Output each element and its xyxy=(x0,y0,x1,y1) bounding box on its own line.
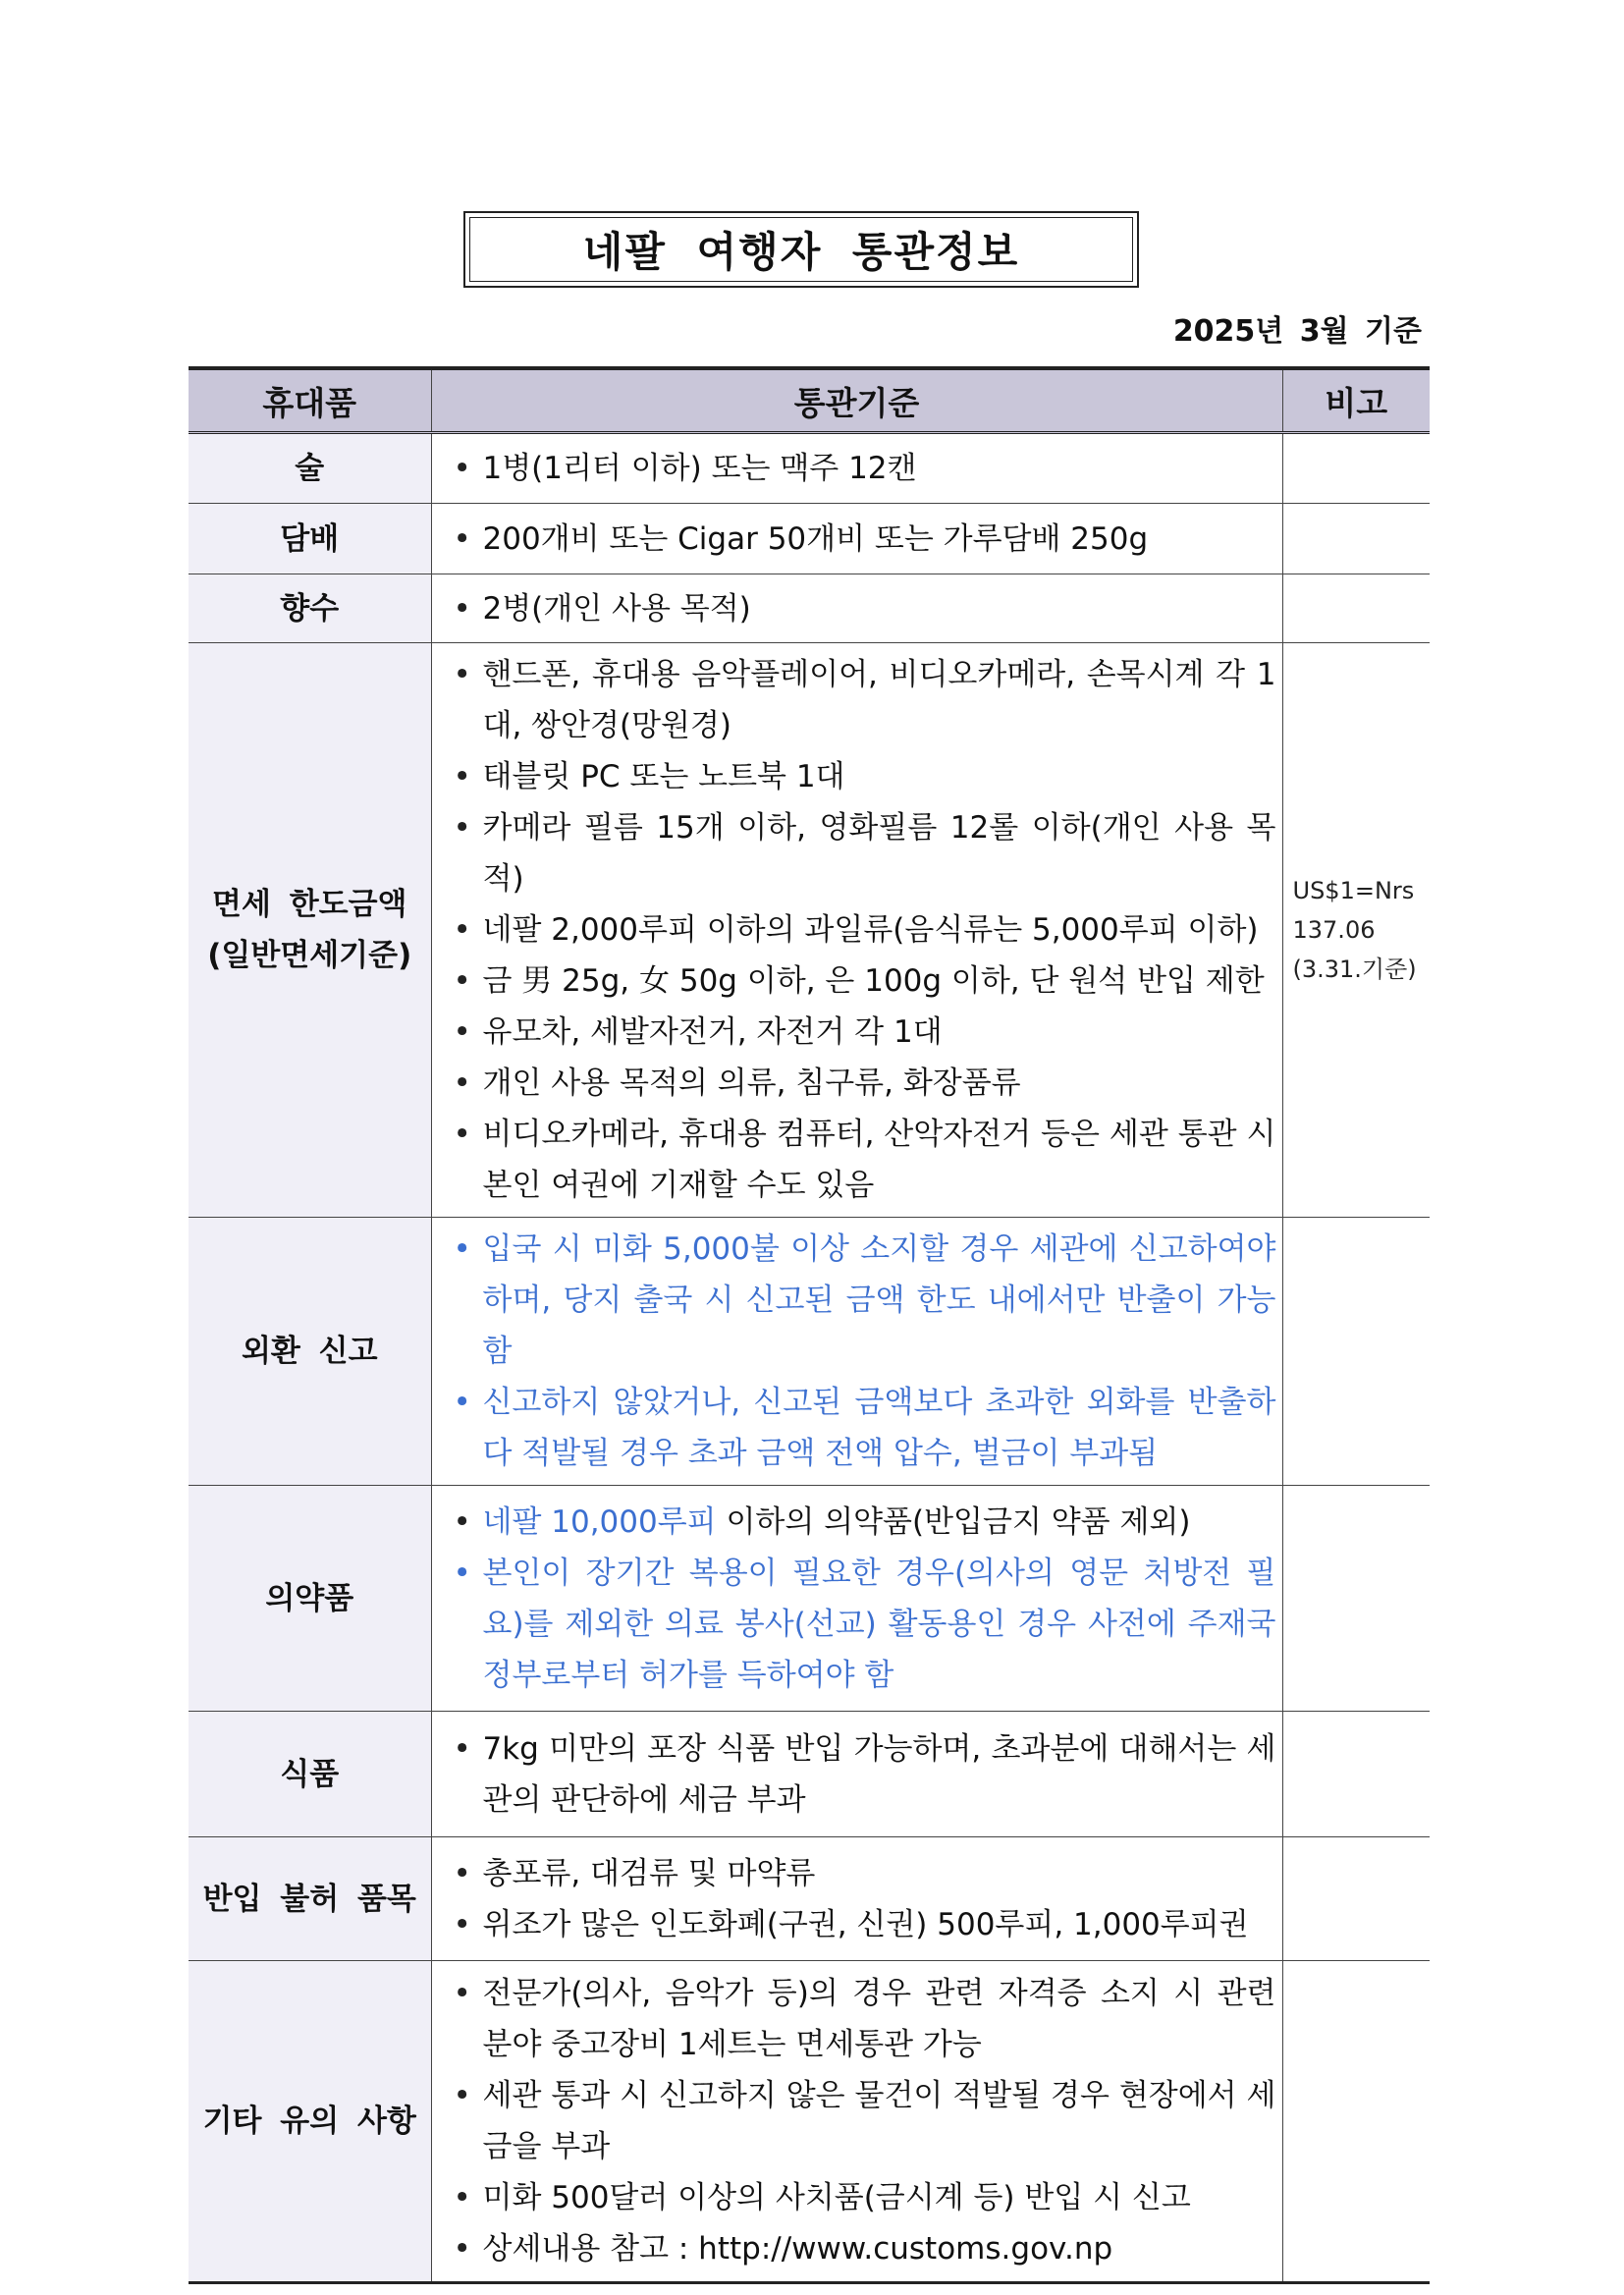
standard-alcohol xyxy=(431,433,1282,504)
note-exchange-rate xyxy=(1282,643,1430,1218)
note-line: 137.06 xyxy=(1292,916,1376,944)
list-item: • 위조가 많은 인도화폐(구권, 신권) 500루피, 1,000루피권 xyxy=(452,1899,1276,1950)
category-line: (일반면세기준) xyxy=(207,938,412,973)
row-perfume xyxy=(189,574,1430,643)
date-basis: 2025년 3월 기준 xyxy=(1172,314,1422,349)
category-tobacco: 담배 xyxy=(189,504,431,574)
row-tobacco xyxy=(189,504,1430,574)
standard-food xyxy=(431,1712,1282,1837)
row-alcohol xyxy=(189,433,1430,504)
note-perfume xyxy=(1282,574,1430,643)
highlight-text: 네팔 10,000루피 xyxy=(482,1503,717,1540)
note-line: (3.31.기준) xyxy=(1292,956,1417,983)
category-medicine: 의약품 xyxy=(189,1486,431,1712)
list-item: • 1병(1리터 이하) 또는 맥주 12캔 xyxy=(452,443,1276,494)
row-prohibited-items xyxy=(189,1837,1430,1961)
category-duty-free-limit xyxy=(189,643,431,1218)
list-item: • 금 男 25g, 女 50g 이하, 은 100g 이하, 단 원석 반입 제한 xyxy=(452,956,1276,1007)
standard-prohibited-items xyxy=(431,1837,1282,1961)
list-item: • 태블릿 PC 또는 노트북 1대 xyxy=(452,751,1276,802)
standard-currency-declaration xyxy=(431,1218,1282,1486)
list-item: • 총포류, 대검류 및 마약류 xyxy=(452,1848,1276,1899)
list-item-text: 이하의 의약품(반입금지 약품 제외) xyxy=(716,1503,1191,1540)
list-item: • 비디오카메라, 휴대용 컴퓨터, 산악자전거 등은 세관 통관 시 본인 여권에 기재할 수도 있음 xyxy=(452,1109,1276,1211)
list-item: • 미화 500달러 이상의 사치품(금시계 등) 반입 시 신고 xyxy=(452,2172,1276,2223)
list-item: • 2병(개인 사용 목적) xyxy=(452,583,1276,634)
list-item: • 핸드폰, 휴대용 음악플레이어, 비디오카메라, 손목시계 각 1대, 쌍안경(망원경) xyxy=(452,649,1276,751)
list-item: • 본인이 장기간 복용이 필요한 경우(의사의 영문 처방전 필요)를 제외한 의료 봉사(선교) 활동용인 경우 사전에 주재국 정부로부터 허가를 득하여야 함 xyxy=(452,1548,1276,1701)
standard-other-notes xyxy=(431,1961,1282,2283)
category-currency-declaration: 외환 신고 xyxy=(189,1218,431,1486)
row-duty-free-limit xyxy=(189,643,1430,1218)
row-currency-declaration xyxy=(189,1218,1430,1486)
note-line: US$1=Nrs xyxy=(1292,877,1415,904)
note-prohibited-items xyxy=(1282,1837,1430,1961)
list-item: • 입국 시 미화 5,000불 이상 소지할 경우 세관에 신고하여야 하며, 당지 출국 시 신고된 금액 한도 내에서만 반출이 가능함 xyxy=(452,1224,1276,1377)
header-note: 비고 xyxy=(1282,368,1430,433)
list-item: • 유모차, 세발자전거, 자전거 각 1대 xyxy=(452,1007,1276,1058)
header-standard: 통관기준 xyxy=(431,368,1282,433)
list-item: • 세관 통과 시 신고하지 않은 물건이 적발될 경우 현장에서 세금을 부과 xyxy=(452,2070,1276,2172)
standard-duty-free-limit xyxy=(431,643,1282,1218)
note-currency-declaration xyxy=(1282,1218,1430,1486)
table-header-row xyxy=(189,368,1430,433)
row-other-notes xyxy=(189,1961,1430,2283)
list-item: • 네팔 2,000루피 이하의 과일류(음식류는 5,000루피 이하) xyxy=(452,904,1276,956)
note-tobacco xyxy=(1282,504,1430,574)
list-item: • 7kg 미만의 포장 식품 반입 가능하며, 초과분에 대해서는 세관의 판단하에 세금 부과 xyxy=(452,1723,1276,1826)
list-item: • 신고하지 않았거나, 신고된 금액보다 초과한 외화를 반출하다 적발될 경우 초과 금액 전액 압수, 벌금이 부과됨 xyxy=(452,1377,1276,1479)
category-prohibited-items: 반입 불허 품목 xyxy=(189,1837,431,1961)
header-item: 휴대품 xyxy=(189,368,431,433)
note-other-notes xyxy=(1282,1961,1430,2283)
category-food: 식품 xyxy=(189,1712,431,1837)
page-title: 네팔 여행자 통관정보 xyxy=(469,217,1133,282)
standard-tobacco xyxy=(431,504,1282,574)
note-medicine xyxy=(1282,1486,1430,1712)
row-food xyxy=(189,1712,1430,1837)
list-item xyxy=(452,1497,1276,1548)
list-item: • 카메라 필름 15개 이하, 영화필름 12롤 이하(개인 사용 목적) xyxy=(452,802,1276,904)
list-item: • 개인 사용 목적의 의류, 침구류, 화장품류 xyxy=(452,1058,1276,1109)
title-box xyxy=(463,211,1139,288)
category-line: 면세 한도금액 xyxy=(212,887,407,922)
note-alcohol xyxy=(1282,433,1430,504)
category-alcohol: 술 xyxy=(189,433,431,504)
note-food xyxy=(1282,1712,1430,1837)
customs-table xyxy=(189,366,1430,2284)
list-item: • 200개비 또는 Cigar 50개비 또는 가루담배 250g xyxy=(452,514,1276,565)
category-other-notes: 기타 유의 사항 xyxy=(189,1961,431,2283)
row-medicine xyxy=(189,1486,1430,1712)
list-item: • 상세내용 참고 : http://www.customs.gov.np xyxy=(452,2223,1276,2274)
category-perfume: 향수 xyxy=(189,574,431,643)
standard-medicine xyxy=(431,1486,1282,1712)
standard-perfume xyxy=(431,574,1282,643)
list-item: • 전문가(의사, 음악가 등)의 경우 관련 자격증 소지 시 관련 분야 중고장비 1세트는 면세통관 가능 xyxy=(452,1968,1276,2070)
